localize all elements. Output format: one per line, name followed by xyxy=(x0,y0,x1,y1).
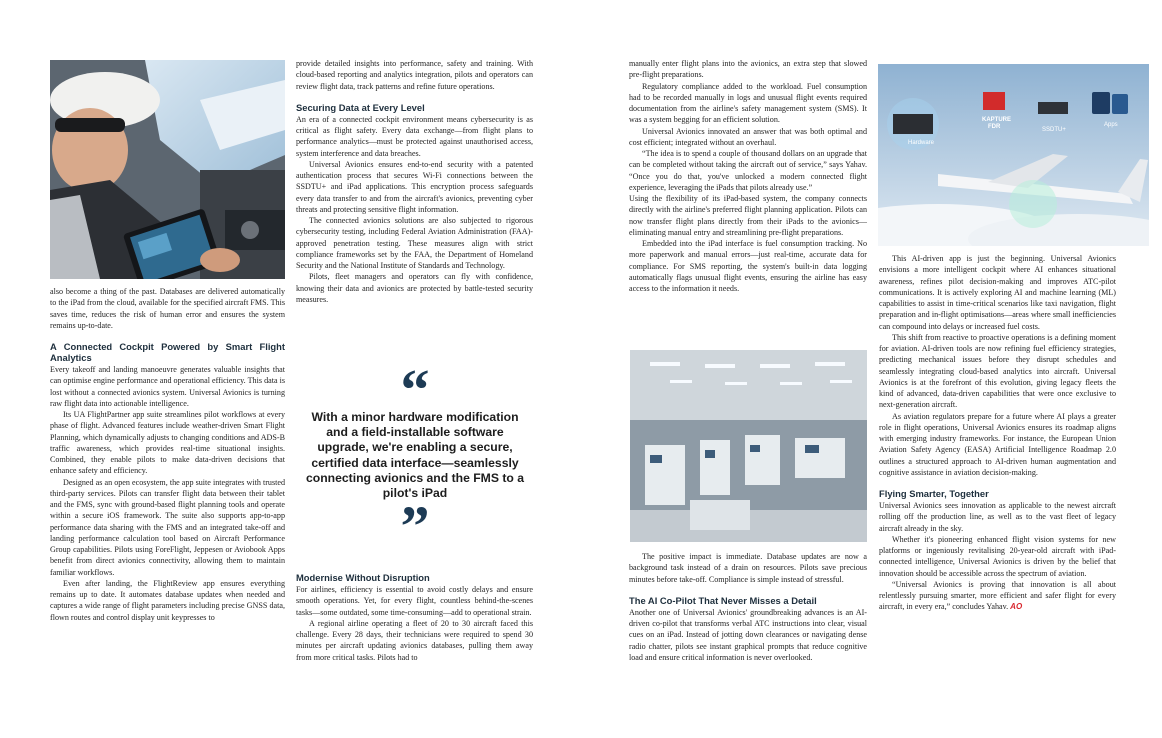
diagram-label-ssdtu: SSDTU+ xyxy=(1042,127,1066,133)
col2-paragraph: Pilots, fleet managers and operators can fly with confidence, knowing their data and avionics are protected by battle-tested security measures. xyxy=(296,272,533,304)
col2-intro: provide detailed insights into performance, safety and training. With cloud-based reporting and analytics integration, pilots and operators can review flight data, track patterns and refine future operations. xyxy=(296,59,533,91)
col1-paragraph: Designed as an open ecosystem, the app suite integrates with trusted third-party services. Pilots can transfer flight data between their tablet and the FMS, sync with ground-based flight planning tools and operate within a secure iOS framework. The suite also supports app-to-app performance data sharing with the FMS and an integrated take-off and landing performance calculation tool based on Aircraft Performance Group capabilities. Pilots using ForeFlight, Jeppesen or Aviobook Apps benefit from direct avionics connectivity, allowing them to maintain familiar workflows. xyxy=(50,477,285,577)
closing-quote-text: “Universal Avionics is proving that innovation is all about relentlessly pursuing smarter, more efficient and safer flight for every aircraft, in every era,” concludes Yahav. xyxy=(879,579,1116,612)
col3-paragraph: Using the flexibility of its iPad-based system, the company connects directly with the airline's preferred flight planning application. Pilots can now transfer flight plans directly from their iPads to the avionics—eliminating manual entry and streamlining pre-flight preparations. xyxy=(629,194,867,237)
col4-paragraph: Universal Avionics sees innovation as applicable to the newest aircraft rolling off the production line, as well as to the vast fleet of legacy aircraft already in the sky. xyxy=(879,501,1116,533)
col4-paragraph: This shift from reactive to proactive operations is a defining moment for aviation. AI-driven tools are now refining fuel efficiency strategies, predicting mechanical issues before they disrupt schedules and seamlessly integrating cloud-based analytics into aircraft. Universal Avionics is at the forefront of this evolution, giving legacy fleets the kind of advanced, data-driven capabilities that were once exclusive to next-generation aircraft. xyxy=(879,332,1116,410)
column-4 xyxy=(879,253,1116,613)
heading-flying-smarter: Flying Smarter, Together xyxy=(879,488,989,499)
close-quote-icon: ” xyxy=(400,494,430,560)
col2-paragraph: The connected avionics solutions are also subjected to rigorous cybersecurity testing, including Federal Aviation Administration (FAA)-approved penetration testing. These measures align with strict compliance frameworks set by the FAA, the Department of Homeland Security and the National Institute of Standards and Technology. xyxy=(296,216,533,270)
heading-securing-data: Securing Data at Every Level xyxy=(296,101,425,113)
diagram-label-hardware: Hardware xyxy=(908,140,935,146)
heading-modernise: Modernise Without Disruption xyxy=(296,572,430,583)
end-mark-logo: AO xyxy=(1010,602,1023,612)
col2-paragraph: For airlines, efficiency is essential to avoid costly delays and ensure smooth operations. Yet, for every flight, countless behind-the-scenes tasks—some outdated, some time-consuming—add to operational strain. xyxy=(296,585,533,617)
col1-paragraph: Every takeoff and landing manoeuvre generates valuable insights that can optimise engine performance and operational efficiency. This data is lost without a connected avionics system. Universal Avionics is turning raw flight data into actionable intelligence. xyxy=(50,365,285,408)
column-1 xyxy=(50,286,285,623)
col4-paragraph: This AI-driven app is just the beginning. Universal Avionics envisions a more intelligent cockpit where AI enhances situational awareness, refines pilot decision-making and improves ATC-pilot communications. It is actively exploring AI and machine learning (ML) capabilities to assist in time-critical scenarios like taxi navigation, flight preparation and in-flight optimisations—areas where small inefficiencies can compound into delays or increased fuel costs. xyxy=(879,254,1116,331)
col2-paragraph: Universal Avionics ensures end-to-end security with a patented authentication process that secures Wi-Fi connections between the SSDTU+ and iPad applications. This encryption process safeguards every data transfer to and from the aircraft's avionics, preventing cyber threats and protecting sensitive flight information. xyxy=(296,159,533,214)
column-3 xyxy=(629,58,867,294)
diagram-label-apps: Apps xyxy=(1104,122,1118,128)
pull-quote xyxy=(296,357,534,560)
col3-paragraph: Another one of Universal Avionics' groundbreaking advances is an AI-driven co-pilot that transforms verbal ATC instructions into clear, visual cues on an iPad. Instead of jotting down clearances or navigating dense radio chatter, pilots see instant graphical prompts that reduce cognitive load and ensure critical information is never overlooked. xyxy=(629,607,867,662)
pilot-ipad-photo xyxy=(50,60,285,279)
diagram-label-fdr: FDR xyxy=(988,124,1001,130)
column-3-lower xyxy=(629,551,867,663)
col2-paragraph: A regional airline operating a fleet of 20 to 30 aircraft faced this challenge. Every 28 days, their technicians were required to spend 30 minutes per aircraft updating avionics databases, pulling them away from more critical tasks. Pilots had to xyxy=(296,618,533,662)
col2-paragraph: An era of a connected cockpit environment means cybersecurity is as critical as flight safety. Every data exchange—from flight plans to performance analytics—must be protected against unauthorised access, system interference and data breaches. xyxy=(296,114,533,158)
col3-intro: manually enter flight plans into the avionics, an extra step that slowed pre-flight preparations. xyxy=(629,59,867,80)
col1-intro: also become a thing of the past. Databases are delivered automatically to the iPad from the cloud, available for the specified aircraft FMS. This saves time, reduces the risk of human error and ensures the system remains up-to-date. xyxy=(50,287,285,330)
col3-paragraph: Regulatory compliance added to the workload. Fuel consumption had to be recorded manually in logs and unusual flight events required documentation from the airline's safety management system (SMS). It was a system begging for an efficient solution. xyxy=(629,81,867,125)
col4-paragraph: As aviation regulators prepare for a future where AI plays a greater role in flight operations, Universal Avionics ensures its roadmap aligns with emerging industry frameworks. For instance, the European Union Aviation Safety Agency (EASA) Artificial Intelligence Roadmap 2.0 outlines a structured approach to AI-driven human augmentation and cognitive assistance in aviation decision-making. xyxy=(879,411,1116,477)
factory-floor-photo xyxy=(630,350,867,542)
col3-paragraph: “The idea is to spend a couple of thousand dollars on an upgrade that can be completed without taking the aircraft out of service,” says Yahav. “Once you do that, you've unlocked a modern connected flight experience, leveraging the iPads that pilots already use.” xyxy=(629,149,867,192)
heading-ai-copilot: The AI Co-Pilot That Never Misses a Detail xyxy=(629,594,817,606)
col4-paragraph: Whether it's pioneering enhanced flight vision systems for new platforms or ingeniously revitalising 20-year-old aircraft with iPad-connected intelligence, Universal Avionics is driven by the belief that innovation should be accessible across the spectrum of aviation. xyxy=(879,534,1116,578)
col3-paragraph: Embedded into the iPad interface is fuel consumption tracking. No more paperwork and manual errors—just real-time, accurate data for compliance. For SMS reporting, the system's built-in data logging automatically flags unusual flight events, ensuring the airline has easy access to the information it needs. xyxy=(629,239,867,293)
heading-connected-cockpit: A Connected Cockpit Powered by Smart Flight Analytics xyxy=(50,341,285,363)
col3-paragraph: The positive impact is immediate. Database updates are now a background task instead of a drain on resources. Pilots save precious minutes before take-off. Compliance is simple instead of stressful. xyxy=(629,552,867,584)
open-quote-icon: “ xyxy=(400,357,430,422)
column-2 xyxy=(296,58,533,305)
col3-paragraph: Universal Avionics innovated an answer that was both optimal and cost efficient; integrated without an overhaul. xyxy=(629,126,867,147)
col1-paragraph: Its UA FlightPartner app suite streamlines pilot workflows at every phase of flight. Advanced features include weather-driven Smart Flight Planning, which dynamically adjusts to changing conditions and ADS-B traffic awareness, which provides real-time situational insights. Combined, they enable pilots to make data-driven decisions that enhance safety and efficiency. xyxy=(50,410,285,476)
diagram-label-kapture: KAPTURE xyxy=(982,117,1012,123)
pull-quote-text: With a minor hardware modification and a field-installable software upgrade, we're enabling a secure, certified data interface—seamlessly connecting avionics and the FMS to a pilot's iPad xyxy=(305,410,525,501)
col4-paragraph xyxy=(879,579,1116,613)
col1-paragraph: Even after landing, the FlightReview app ensures everything remains up to date. It automates database updates when needed and captures a wide range of flight parameters including precise GNSS data, flown routes and control display unit keypresses to xyxy=(50,578,285,622)
aircraft-connectivity-diagram xyxy=(878,64,1149,246)
column-2-lower xyxy=(296,572,533,663)
